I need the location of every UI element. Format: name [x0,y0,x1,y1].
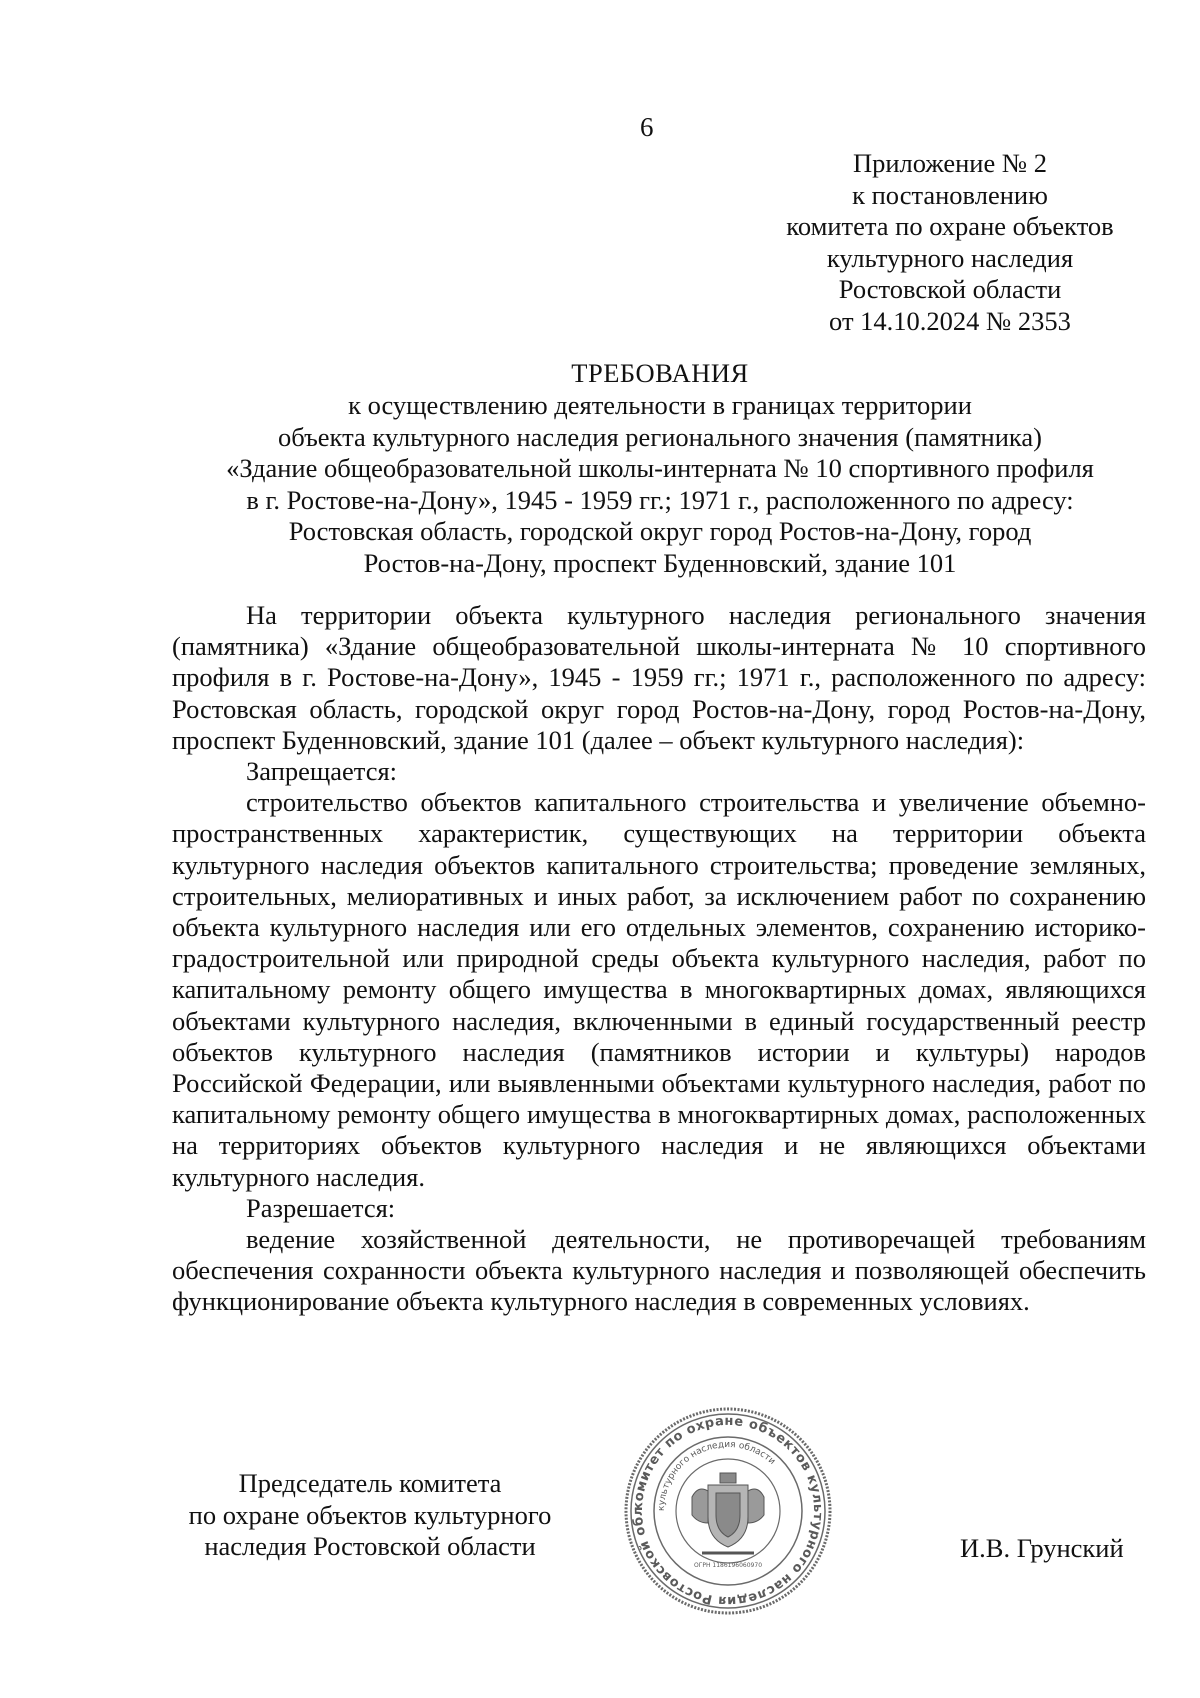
seal-outer-text: комитет по охране объектов культурного наследия Ростовской обл [630,1413,826,1609]
position-line: по охране объектов культурного [188,1499,552,1530]
official-round-seal-icon [622,1405,834,1617]
subtitle-line: в г. Ростове-на-Дону», 1945 - 1959 гг.; 1971 г., расположенного по адресу: [246,484,1074,515]
document-body [172,600,1146,1318]
seal-ogrn: ОГРН 1186196060970 [693,1562,763,1569]
appendix-header [760,148,1140,337]
document-subtitle [170,390,1150,579]
document-title: ТРЕБОВАНИЯ [571,358,749,388]
signatory-position [170,1468,570,1563]
appendix-line: к постановлению [852,179,1048,210]
page-number: 6 [640,112,654,142]
subtitle-line: Ростовская область, городской округ город Ростов-на-Дону, город [288,516,1032,546]
subtitle-line: «Здание общеобразовательной школы-интерната № 10 спортивного профиля [226,453,1094,483]
seal-inner-text: культурного наследия области [656,1439,777,1512]
prohibited-heading: Запрещается: [246,756,398,787]
subtitle-line: Ростов-на-Дону, проспект Буденновский, здание 101 [363,547,957,578]
intro-paragraph: На территории объекта культурного наследия регионального значения (памятника) «Здание общеобразовательной школы-интерната № 10 спортивного профиля в г. Ростове-на-Дону», 1945 - 1959 гг.; 1971 г., расположенного по адресу: Ростовская область, городской округ город Ростов-на-Дону, город Ростов-на-Дону, проспект Буденновский, здание 101 (далее – объект культурного наследия): [172,600,1146,755]
appendix-line: культурного наследия [826,242,1074,273]
allowed-paragraph: ведение хозяйственной деятельности, не противоречащей требованиям обеспечения сохранности объекта культурного наследия и позволяющей обеспечить функционирование объекта культурного наследия в современных условиях. [172,1224,1146,1317]
coat-of-arms-icon [692,1473,764,1553]
appendix-line: Ростовской области [838,274,1062,304]
signer-name: И.В. Грунский [960,1533,1124,1563]
subtitle-line: к осуществлению деятельности в границах территории [348,390,972,420]
position-line: Председатель комитета [238,1468,502,1498]
appendix-line: комитета по охране объектов [786,211,1114,241]
appendix-line: Приложение № 2 [852,148,1047,178]
subtitle-line: объекта культурного наследия регионального значения (памятника) [278,421,1042,452]
allowed-heading: Разрешается: [246,1192,396,1223]
position-line: наследия Ростовской области [204,1531,536,1561]
appendix-line: от 14.10.2024 № 2353 [829,305,1071,336]
prohibited-paragraph: строительство объектов капитального строительства и увеличение объемно-пространственных характеристик, существующих на территории объекта культурного наследия объектов капитального строительства; проведение земляных, строительных, мелиоративных и иных работ, за исключением работ по сохранению объекта культурного наследия или его отдельных элементов, сохранению историко-градостроительной или природной среды объекта культурного наследия, работ по капитальному ремонту общего имущества в многоквартирных домах, являющихся объектами культурного наследия, включенными в единый государственный реестр объектов культурного наследия (памятников истории и культуры) народов Российской Федерации, или выявленными объектами культурного наследия, работ по капитальному ремонту общего имущества в многоквартирных домах, расположенных на территориях объектов культурного наследия и не являющихся объектами культурного наследия. [172,787,1146,1192]
